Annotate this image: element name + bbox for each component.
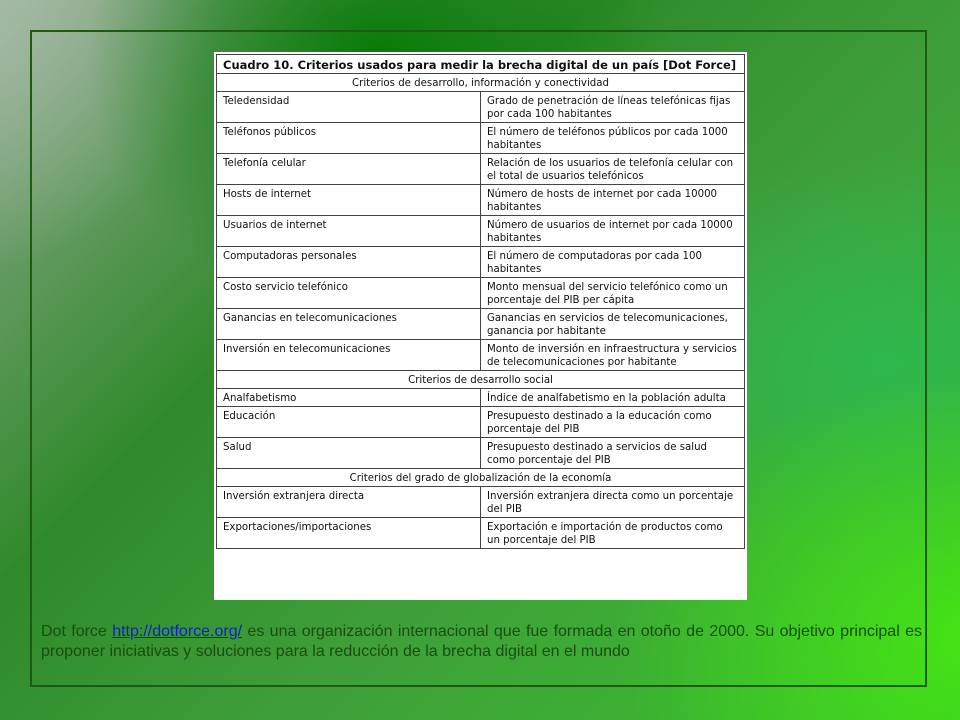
table-row (217, 340, 745, 371)
description-cell: Relación de los usuarios de telefonía celular con el total de usuarios telefónicos (481, 154, 745, 185)
description-cell: Presupuesto destinado a servicios de salud como porcentaje del PIB (481, 438, 745, 469)
criteria-table (216, 54, 745, 549)
criterion-cell: Teledensidad (217, 92, 481, 123)
section-heading-row (217, 371, 745, 389)
description-cell: Monto mensual del servicio telefónico como un porcentaje del PIB per cápita (481, 278, 745, 309)
criterion-cell: Ganancias en telecomunicaciones (217, 309, 481, 340)
description-cell: Inversión extranjera directa como un porcentaje del PIB (481, 487, 745, 518)
table-row (217, 185, 745, 216)
section-heading-row (217, 74, 745, 92)
description-cell: Presupuesto destinado a la educación como porcentaje del PIB (481, 407, 745, 438)
table-title: Cuadro 10. Criterios usados para medir la brecha digital de un país [Dot Force] (217, 55, 745, 74)
section-heading-row (217, 469, 745, 487)
criterion-cell: Teléfonos públicos (217, 123, 481, 154)
criterion-cell: Inversión en telecomunicaciones (217, 340, 481, 371)
description-cell: Número de hosts de internet por cada 10000 habitantes (481, 185, 745, 216)
table-row (217, 487, 745, 518)
table-row (217, 309, 745, 340)
section-heading: Criterios de desarrollo, información y conectividad (217, 74, 745, 92)
description-cell: Exportación e importación de productos como un porcentaje del PIB (481, 518, 745, 549)
criterion-cell: Hosts de internet (217, 185, 481, 216)
table-row (217, 278, 745, 309)
description-cell: Monto de inversión en infraestructura y servicios de telecomunicaciones por habitante (481, 340, 745, 371)
section-heading: Criterios de desarrollo social (217, 371, 745, 389)
description-cell: Ganancias en servicios de telecomunicaciones, ganancia por habitante (481, 309, 745, 340)
table-row (217, 216, 745, 247)
table-row (217, 123, 745, 154)
criterion-cell: Telefonía celular (217, 154, 481, 185)
table-title-row (217, 55, 745, 74)
table-row (217, 247, 745, 278)
description-cell: El número de computadoras por cada 100 habitantes (481, 247, 745, 278)
table-row (217, 154, 745, 185)
table-row (217, 407, 745, 438)
description-cell: Número de usuarios de internet por cada 10000 habitantes (481, 216, 745, 247)
table-row (217, 92, 745, 123)
caption-body: es una organización internacional que fue formada en otoño de 2000. Su objetivo principal es proponer iniciativas y soluciones para la reducción de la brecha digital en el mundo (41, 623, 923, 660)
section-heading: Criterios del grado de globalización de la economía (217, 469, 745, 487)
criterion-cell: Computadoras personales (217, 247, 481, 278)
dotforce-link[interactable]: http://dotforce.org/ (112, 623, 243, 640)
criterion-cell: Usuarios de internet (217, 216, 481, 247)
description-cell: Índice de analfabetismo en la población adulta (481, 389, 745, 407)
slide-caption (41, 622, 922, 662)
caption-lead: Dot force (41, 623, 113, 640)
criterion-cell: Exportaciones/importaciones (217, 518, 481, 549)
table-row (217, 518, 745, 549)
criterion-cell: Inversión extranjera directa (217, 487, 481, 518)
table-row (217, 438, 745, 469)
criterion-cell: Educación (217, 407, 481, 438)
criterion-cell: Salud (217, 438, 481, 469)
criteria-table-image (214, 52, 747, 600)
table-row (217, 389, 745, 407)
criterion-cell: Analfabetismo (217, 389, 481, 407)
description-cell: El número de teléfonos públicos por cada 1000 habitantes (481, 123, 745, 154)
criterion-cell: Costo servicio telefónico (217, 278, 481, 309)
description-cell: Grado de penetración de líneas telefónicas fijas por cada 100 habitantes (481, 92, 745, 123)
